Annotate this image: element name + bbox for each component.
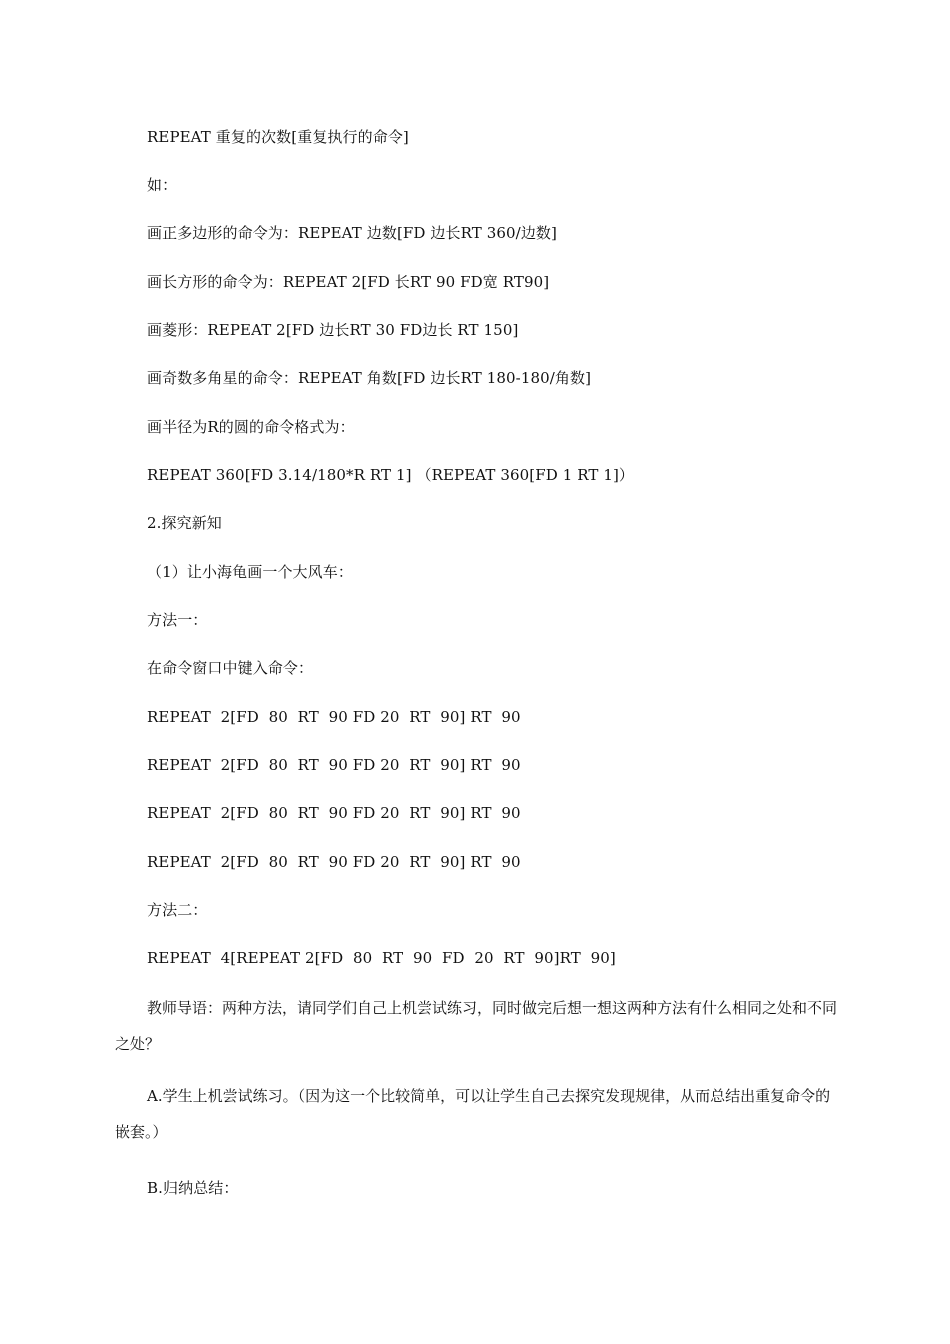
section-heading: 2.探究新知: [147, 514, 222, 532]
method-two-label: 方法二：: [147, 901, 208, 919]
code-line: REPEAT 2[FD 80 RT 90 FD 20 RT 90] RT 90: [147, 708, 521, 726]
example-label: 如：: [147, 176, 178, 194]
rhombus-command-line: 画菱形：REPEAT 2[FD 边长RT 30 FD边长 RT 150]: [147, 321, 519, 339]
command-window-instruction: 在命令窗口中键入命令：: [147, 659, 314, 677]
task-heading: （1）让小海龟画一个大风车：: [147, 563, 353, 581]
step-b-heading: B.归纳总结：: [147, 1179, 239, 1197]
step-a-paragraph: A.学生上机尝试练习。（因为这一个比较简单，可以让学生自己去探究发现规律，从而总结出重复命令的嵌套。）: [115, 1087, 831, 1141]
method-one-label: 方法一：: [147, 611, 208, 629]
circle-format-line: 画半径为R的圆的命令格式为：: [147, 418, 355, 436]
rectangle-command-line: 画长方形的命令为：REPEAT 2[FD 长RT 90 FD宽 RT90]: [147, 273, 550, 291]
code-line: REPEAT 2[FD 80 RT 90 FD 20 RT 90] RT 90: [147, 756, 521, 774]
repeat-syntax-line: REPEAT 重复的次数[重复执行的命令]: [147, 128, 409, 146]
star-command-line: 画奇数多角星的命令：REPEAT 角数[FD 边长RT 180-180/角数]: [147, 369, 592, 387]
circle-command-line: REPEAT 360[FD 3.14/180*R RT 1] （REPEAT 360[FD 1 RT 1]）: [147, 466, 635, 484]
code-line: REPEAT 2[FD 80 RT 90 FD 20 RT 90] RT 90: [147, 804, 521, 822]
teacher-guide-paragraph: 教师导语：两种方法，请同学们自己上机尝试练习，同时做完后想一想这两种方法有什么相同之处和不同之处？: [115, 999, 838, 1053]
polygon-command-line: 画正多边形的命令为：REPEAT 边数[FD 边长RT 360/边数]: [147, 224, 557, 242]
code-line: REPEAT 2[FD 80 RT 90 FD 20 RT 90] RT 90: [147, 853, 521, 871]
nested-repeat-code-line: REPEAT 4[REPEAT 2[FD 80 RT 90 FD 20 RT 90]RT 90]: [147, 949, 616, 967]
